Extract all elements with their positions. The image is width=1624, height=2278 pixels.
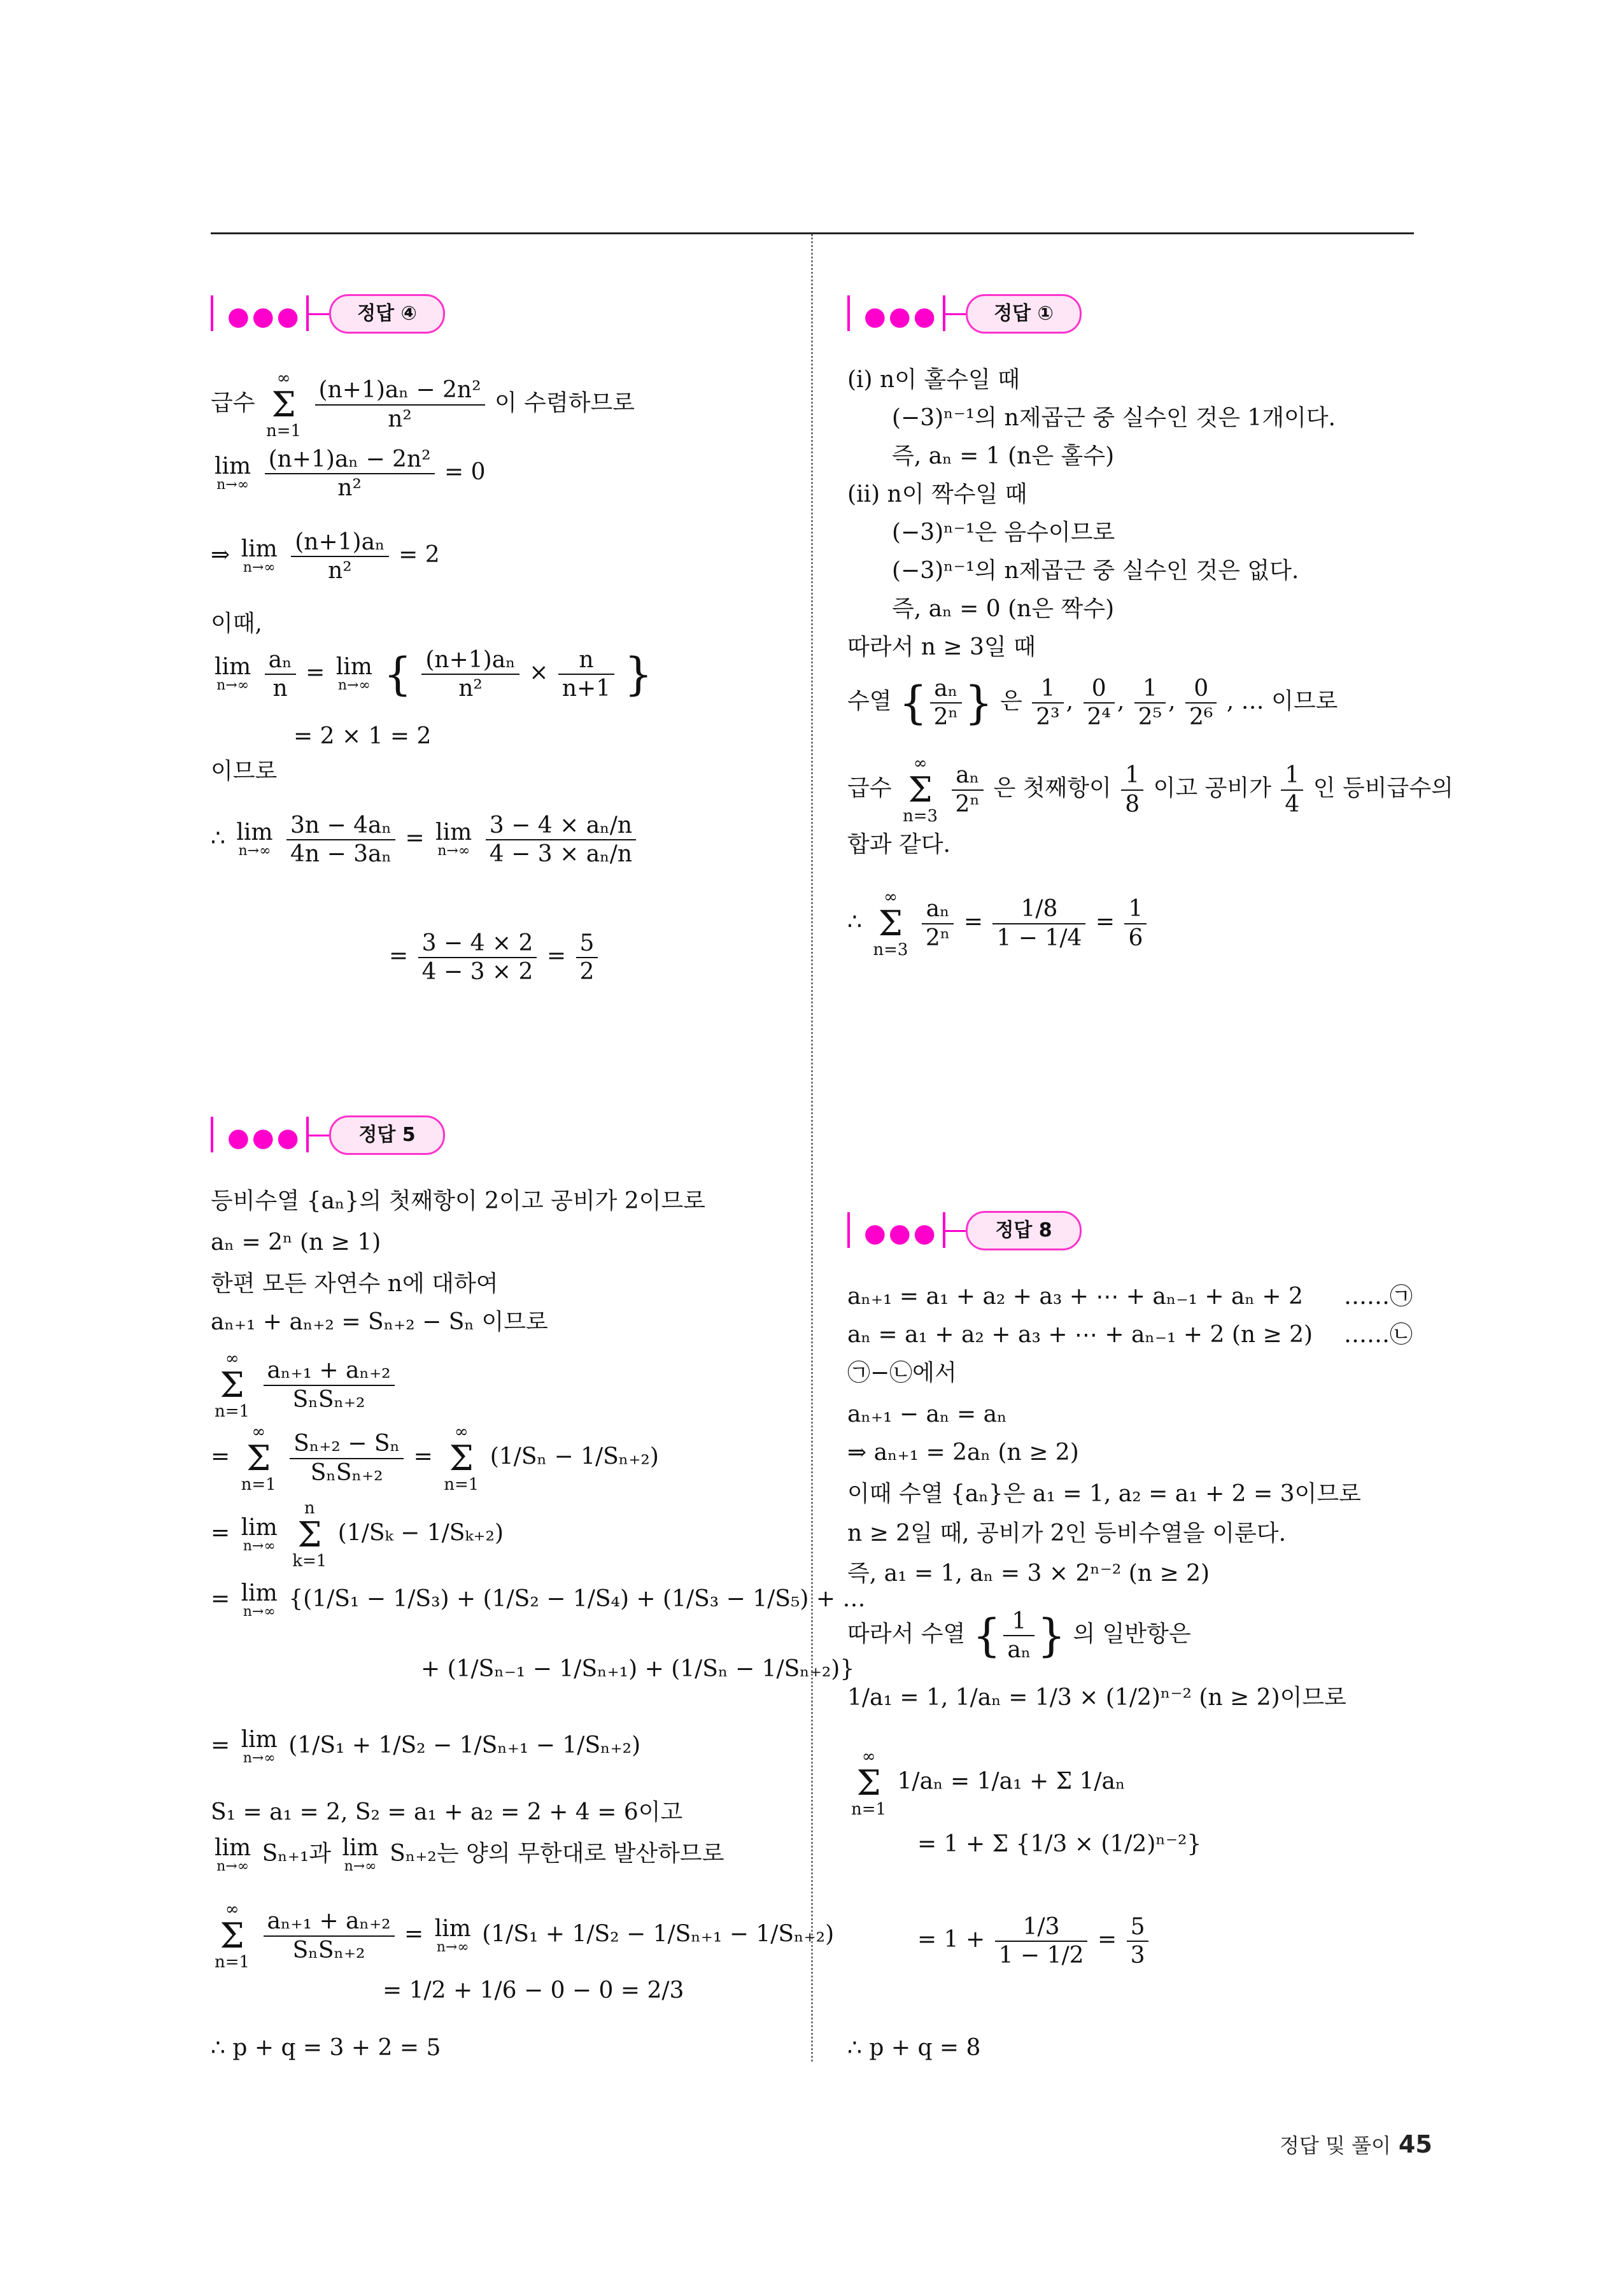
sol4-line-6: 이때 수열 {aₙ}은 a₁ = 1, a₂ = a₁ + 2 = 3이므로 <box>847 1481 1361 1507</box>
sol3-line-7: = lim n→∞ n Σ k=1 (1/Sₖ − 1/Sₖ₊₂) <box>211 1499 504 1571</box>
sol1-line-8: ∴ lim n→∞ $\frac{\text{3n − 4aₙ}}{\text{4n − 3aₙ}}$ = lim n→∞ $\frac{\text{3 − 4 × aₙ/n}}{\text{4 − 3 × aₙ/n}}$ <box>211 812 639 868</box>
sol2-line-7: 즉, aₙ = 0 (n은 짝수) <box>892 596 1115 622</box>
sol3-line-9: + (1/Sₙ₋₁ − 1/Sₙ₊₁) + (1/Sₙ − 1/Sₙ₊₂)} <box>421 1656 855 1682</box>
sol2-line-10: 급수 ∞ Σ n=3 $\frac{\text{aₙ}}{\text{2ⁿ}}$ 은 첫째항이 $\frac{1}{8}$ 이고 공비가 $\frac{1}{4}$ 인 등비급수의 <box>847 754 1453 826</box>
sol4-line-8: 즉, a₁ = 1, aₙ = 3 × 2ⁿ⁻² (n ≥ 2) <box>847 1560 1210 1587</box>
answer-header-1 <box>211 294 465 332</box>
sol3-line-15: ∴ p + q = 3 + 2 = 5 <box>211 2035 441 2061</box>
sol2-line-12: ∴ ∞ Σ n=3 $\frac{\text{aₙ}}{\text{2ⁿ}}$ = $\frac{1/8}{1 - 1/4}$ = $\frac{1}{6}$ <box>847 888 1149 959</box>
page-footer <box>1280 2130 1432 2159</box>
page-number: 45 <box>1398 2130 1432 2158</box>
sol3-line-6: = ∞ Σ n=1 $\frac{\text{Sₙ₊₂ − Sₙ}}{\text{SₙSₙ₊₂}}$ = ∞ Σ n=1 (1/Sₙ − 1/Sₙ₊₂) <box>211 1422 659 1494</box>
sol2-line-3: 즉, aₙ = 1 (n은 홀수) <box>892 443 1115 469</box>
sol1-line-4: 이때, <box>211 611 262 637</box>
sol2-line-9: 수열 { $\frac{\text{aₙ}}{\text{2ⁿ}}$ } 은 $\frac{1}{\text{2³}}$ , $\frac{0}{\text{2⁴}}$ , $\frac{1}{\text{2⁵}}$ , $\frac{0}{\text{2⁶}}$ , … 이므로 <box>847 676 1338 731</box>
column-divider <box>811 234 813 2062</box>
sol3-line-4: aₙ₊₁ + aₙ₊₂ = Sₙ₊₂ − Sₙ 이므로 <box>211 1309 548 1335</box>
equation-tag-2: ……㉡ <box>1344 1322 1413 1348</box>
sol3-line-14: = 1/2 + 1/6 − 0 − 0 = 2/3 <box>383 1977 684 2004</box>
equation-tag-1: ……㉠ <box>1344 1284 1413 1310</box>
sol2-line-8: 따라서 n ≥ 3일 때 <box>847 634 1036 660</box>
sol3-line-11: S₁ = a₁ = 2, S₂ = a₁ + a₂ = 2 + 4 = 6이고 <box>211 1799 683 1825</box>
answer-header-3 <box>211 1115 465 1154</box>
sol1-line-9: = $\frac{3 - 4 \times 2}{4 - 3 \times 2}$ = $\frac{5}{2}$ <box>389 930 600 986</box>
sol4-line-2: aₙ = a₁ + a₂ + a₃ + ⋯ + aₙ₋₁ + 2 (n ≥ 2) <box>847 1322 1313 1348</box>
sol4-line-3: ㉠−㉡에서 <box>847 1360 957 1386</box>
sol3-line-1: 등비수열 {aₙ}의 첫째항이 2이고 공비가 2이므로 <box>211 1188 706 1214</box>
sol4-line-11: ∞ Σ n=1 1/aₙ = 1/a₁ + Σ 1/aₙ <box>851 1747 1126 1819</box>
sol3-line-2: aₙ = 2ⁿ (n ≥ 1) <box>211 1229 381 1256</box>
sol4-line-1: aₙ₊₁ = a₁ + a₂ + a₃ + ⋯ + aₙ₋₁ + aₙ + 2 <box>847 1284 1303 1310</box>
answer-header-4 <box>847 1211 1102 1249</box>
sol3-line-3: 한편 모든 자연수 n에 대하여 <box>211 1271 498 1297</box>
sol3-line-13: ∞ Σ n=1 $\frac{\text{aₙ₊₁ + aₙ₊₂}}{\text{SₙSₙ₊₂}}$ = lim n→∞ (1/S₁ + 1/S₂ − 1/Sₙ₊₁ − 1/Sₙ₊₂) <box>215 1900 835 1972</box>
answer-badge: 정답 8 <box>966 1211 1082 1250</box>
answer-badge: 정답 5 <box>329 1115 445 1155</box>
sol3-line-8: = lim n→∞ {(1/S₁ − 1/S₃) + (1/S₂ − 1/S₄) + (1/S₃ − 1/S₅) + … <box>211 1580 866 1620</box>
sol2-line-5: (−3)ⁿ⁻¹은 음수이므로 <box>892 520 1115 546</box>
sol2-line-1: (i) n이 홀수일 때 <box>847 367 1020 393</box>
sol2-line-2: (−3)ⁿ⁻¹의 n제곱근 중 실수인 것은 1개이다. <box>892 405 1336 431</box>
sol1-line-1: 급수 ∞ Σ n=1 $\frac{\text{(n+1)aₙ − 2n²}}{\text{n²}}$ 이 수렴하므로 <box>211 369 635 441</box>
sol4-line-10: 1/a₁ = 1, 1/aₙ = 1/3 × (1/2)ⁿ⁻² (n ≥ 2)이므로 <box>847 1685 1346 1711</box>
footer-label: 정답 및 풀이 <box>1280 2133 1391 2158</box>
answer-badge: 정답 ① <box>966 294 1082 334</box>
sol3-line-12: lim n→∞ Sₙ₊₁과 lim n→∞ Sₙ₊₂는 양의 무한대로 발산하므로 <box>215 1835 724 1874</box>
sol4-line-9: 따라서 수열 { $\frac{1}{\text{aₙ}}$ } 의 일반항은 <box>847 1608 1191 1664</box>
sol2-line-11: 합과 같다. <box>847 831 950 858</box>
header-bar <box>211 295 213 331</box>
sol4-line-14: ∴ p + q = 8 <box>847 2035 981 2061</box>
dots-icon: ●●● <box>864 1219 938 1248</box>
sol4-line-5: ⇒ aₙ₊₁ = 2aₙ (n ≥ 2) <box>847 1440 1079 1466</box>
answer-badge: 정답 ④ <box>329 294 445 334</box>
sol3-line-10: = lim n→∞ (1/S₁ + 1/S₂ − 1/Sₙ₊₁ − 1/Sₙ₊₂) <box>211 1727 641 1766</box>
sol1-line-3: ⇒ lim n→∞ $\frac{\text{(n+1)aₙ}}{\text{n²}}$ = 2 <box>211 529 440 584</box>
sol4-line-4: aₙ₊₁ − aₙ = aₙ <box>847 1401 1007 1427</box>
sol1-line-2: lim n→∞ $\frac{\text{(n+1)aₙ − 2n²}}{\text{n²}}$ = 0 <box>215 446 486 502</box>
dots-icon: ●●● <box>864 302 938 331</box>
answer-header-2 <box>847 294 1102 332</box>
sol4-line-7: n ≥ 2일 때, 공비가 2인 등비수열을 이룬다. <box>847 1520 1287 1546</box>
sol4-line-12: = 1 + Σ {1/3 × (1/2)ⁿ⁻²} <box>917 1831 1202 1857</box>
sol1-line-5: lim n→∞ $\frac{\text{aₙ}}{n}$ = lim n→∞ { $\frac{\text{(n+1)aₙ}}{\text{n²}}$ × $\frac{n}{n+1}$ } <box>215 647 653 702</box>
dots-icon: ●●● <box>227 302 302 331</box>
sol1-line-7: 이므로 <box>211 758 278 784</box>
sol1-line-6: = 2 × 1 = 2 <box>293 723 432 749</box>
dots-icon: ●●● <box>227 1123 302 1152</box>
sol2-line-4: (ii) n이 짝수일 때 <box>847 481 1027 507</box>
sol2-line-6: (−3)ⁿ⁻¹의 n제곱근 중 실수인 것은 없다. <box>892 558 1299 584</box>
sol3-line-5: ∞ Σ n=1 $\frac{\text{aₙ₊₁ + aₙ₊₂}}{\text{SₙSₙ₊₂}}$ <box>211 1350 397 1420</box>
sol4-line-13: = 1 + $\frac{1/3}{1 - 1/2}$ = $\frac{5}{3}$ <box>917 1913 1151 1969</box>
